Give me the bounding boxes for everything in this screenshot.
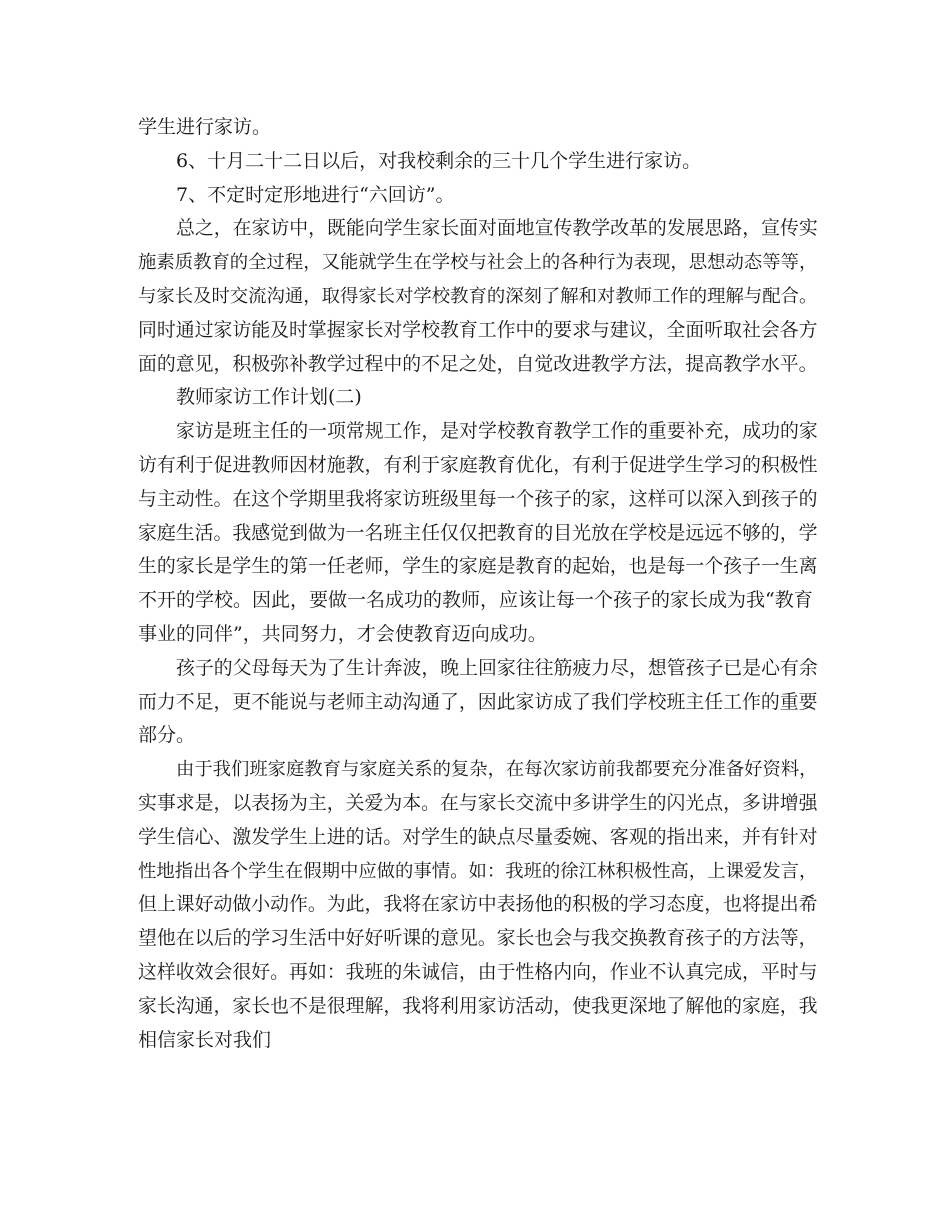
text-line: 部分。 [138,724,196,747]
text-line: 与家长及时交流沟通，取得家长对学校教育的深刻了解和对教师工作的理解与配合。 [138,285,818,307]
text-line: 实事求是，以表扬为主，关爱为本。在与家长交流中多讲学生的闪光点，多讲增强 [138,791,818,814]
text-line: 不开的学校。因此，要做一名成功的教师，应该让每一个孩子的家长成为我“教育 [138,589,813,612]
text-line: 这样收效会很好。再如：我班的朱诚信，由于性格内向，作业不认真完成，平时与 [138,960,818,983]
text-line: 学生进行家访。 [138,116,272,138]
text-line: 生的家长是学生的第一任老师，学生的家庭是教育的起始，也是每一个孩子一生离 [138,555,818,578]
text-line: 总之，在家访中，既能向学生家长面对面地宣传教学改革的发展思路，宣传实 [176,217,818,240]
text-line: 访有利于促进教师因材施教，有利于家庭教育优化，有利于促进学生学习的积极性 [138,453,818,476]
text-line: 与主动性。在这个学期里我将家访班级里每一个孩子的家，这样可以深入到孩子的 [138,487,818,510]
text-line: 望他在以后的学习生活中好好听课的意见。家长也会与我交换教育孩子的方法等， [138,927,818,950]
text-line: 6、十月二十二日以后，对我校剩余的三十几个学生进行家访。 [176,149,702,172]
text-line: 学生信心、激发学生上进的话。对学生的缺点尽量委婉、客观的指出来，并有针对 [138,825,818,848]
text-line: 面的意见，积极弥补教学过程中的不足之处，自觉改进教学方法，提高教学水平。 [138,352,818,375]
text-line: 由于我们班家庭教育与家庭关系的复杂，在每次家访前我都要充分准备好资料， [176,759,818,781]
text-line: 但上课好动做小动作。为此，我将在家访中表扬他的积极的学习态度，也将提出希 [138,893,818,916]
text-line: 家长沟通，家长也不是很理解，我将利用家访活动，使我更深地了解他的家庭，我 [138,994,818,1017]
text-line: 相信家长对我们 [138,1028,272,1051]
text-line: 事业的同伴”，共同努力，才会使教育迈向成功。 [138,622,547,645]
text-line: 而力不足，更不能说与老师主动沟通了，因此家访成了我们学校班主任工作的重要 [138,690,818,713]
text-line: 家庭生活。我感觉到做为一名班主任仅仅把教育的目光放在学校是远远不够的，学 [138,521,818,544]
text-line: 孩子的父母每天为了生计奔波，晚上回家往往筋疲力尽，想管孩子已是心有余 [176,656,818,679]
text-line: 性地指出各个学生在假期中应做的事情。如：我班的徐江林积极性高，上课爱发言， [138,860,818,882]
text-line: 7、不定时定形地进行“六回访”。 [176,183,455,206]
text-line: 教师家访工作计划(二) [176,386,362,409]
text-line: 家访是班主任的一项常规工作，是对学校教育教学工作的重要补充，成功的家 [176,420,818,443]
document-body [138,111,818,1057]
text-line: 同时通过家访能及时掌握家长对学校教育工作中的要求与建议，全面听取社会各方 [138,318,818,341]
text-line: 施素质教育的全过程，又能就学生在学校与社会上的各种行为表现，思想动态等等， [138,252,818,274]
